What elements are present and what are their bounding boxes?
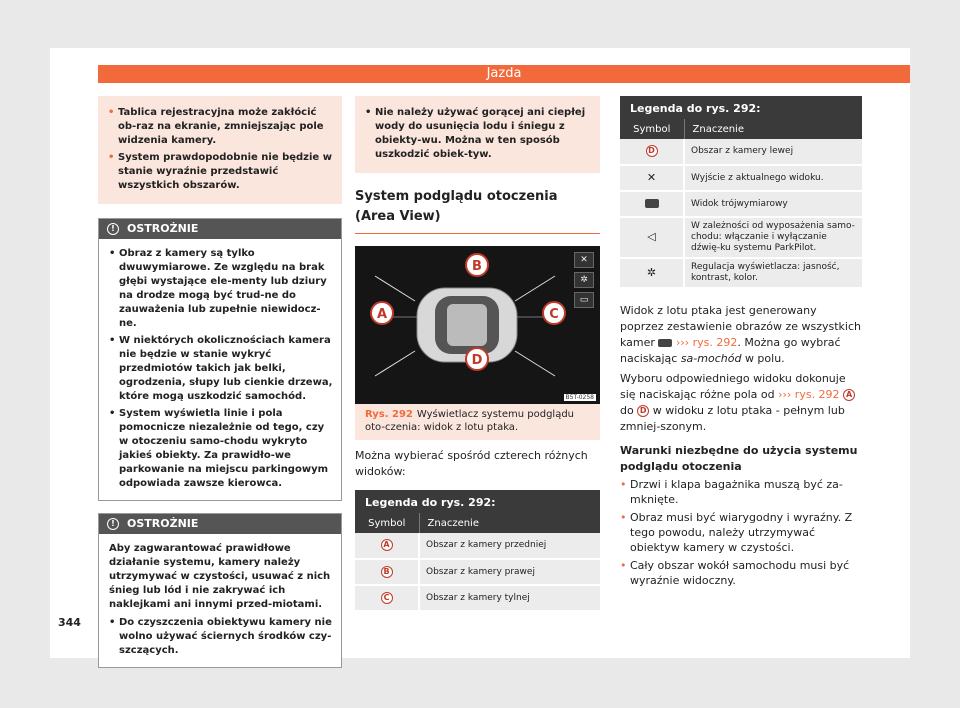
area-view-illustration bbox=[355, 246, 600, 404]
table-row: B Obszar z kamery prawej bbox=[355, 559, 600, 585]
table-row: ✕ Wyjście z aktualnego widoku. bbox=[620, 165, 862, 191]
table-row: ◁ W zależności od wyposażenia samo-chodu: włączanie i wyłączanie dźwię-ku systemu ParkPilot. bbox=[620, 217, 862, 258]
figure-link[interactable]: ››› rys. 292 bbox=[778, 388, 840, 401]
caution-box-2 bbox=[98, 513, 342, 668]
col-header-meaning: Znaczenie bbox=[419, 513, 600, 533]
warning-icon: ! bbox=[107, 223, 119, 235]
svg-text:D: D bbox=[471, 353, 483, 368]
table-row: ✲ Regulacja wyświetlacza: jasność, kontrast, kolor. bbox=[620, 258, 862, 288]
warning-bullet: • Nie należy używać gorącej ani ciepłej wody do usunięcia lodu i śniegu z obiekty-wu. Można w ten sposób uszkodzić obiek-tyw. bbox=[365, 107, 586, 160]
col-header-meaning: Znaczenie bbox=[684, 119, 862, 139]
column-left bbox=[98, 96, 342, 668]
caution-item: • System wyświetla linie i pola pomocnicze niezależnie od tego, czy w otoczeniu samo-chodu wykryto jakieś obiekty. Za prawidło-we parkowanie na miejscu parkingowym odpowiada zawsze kierowca. bbox=[109, 408, 329, 489]
legend-title: Legenda do rys. 292: bbox=[355, 490, 600, 513]
circle-letter-icon: B bbox=[381, 566, 393, 578]
close-icon: ✕ bbox=[646, 170, 657, 184]
warning-bullet: • Tablica rejestracyjna może zakłócić ob-raz na ekranie, zmniejszając pole widzenia kamery. bbox=[108, 107, 324, 146]
sound-icon: ◁ bbox=[647, 230, 656, 243]
manual-page bbox=[50, 48, 910, 658]
zone-label-d bbox=[466, 348, 488, 370]
3d-view-icon: ▭ bbox=[574, 292, 594, 308]
warning-box bbox=[355, 96, 600, 173]
warning-icon: ! bbox=[107, 518, 119, 530]
caution-item: • Do czyszczenia obiektywu kamery nie wolno używać ściernych środków czy-szczących. bbox=[109, 617, 332, 656]
column-right bbox=[620, 96, 862, 591]
condition-item: • Cały obszar wokół samochodu musi być wyraźnie widoczny. bbox=[620, 559, 850, 587]
caution-header: ! OSTROŻNIE bbox=[99, 514, 341, 534]
intro-paragraph: Można wybierać spośród czterech różnych widoków: bbox=[355, 449, 588, 478]
legend-title: Legenda do rys. 292: bbox=[620, 96, 862, 119]
close-icon: ✕ bbox=[574, 252, 594, 268]
circle-letter-icon: A bbox=[381, 539, 393, 551]
caution-box bbox=[98, 218, 342, 501]
condition-item: • Obraz musi być wiarygodny i wyraźny. Z tego powodu, należy utrzymywać obiektyw kamery w czystości. bbox=[620, 511, 853, 554]
col-header-symbol: Symbol bbox=[620, 119, 684, 139]
table-row: Widok trójwymiarowy bbox=[620, 191, 862, 217]
caution-item: • Obraz z kamery są tylko dwuwymiarowe. Ze względu na brak głębi wystające ele-menty lub dziury na drodze mogą być trud-ne do zauważenia lub zupełnie niewidocz-ne. bbox=[109, 248, 327, 329]
warning-bullet: • System prawdopodobnie nie będzie w stanie wyraźnie przedstawić wszystkich obszarów. bbox=[108, 152, 332, 191]
svg-text:C: C bbox=[549, 307, 559, 322]
brightness-icon: ✲ bbox=[646, 265, 657, 279]
circle-letter-icon: C bbox=[381, 592, 393, 604]
car-icon bbox=[417, 288, 517, 362]
caution-item: • W niektórych okolicznościach kamera nie będzie w stanie wykryć przedmiotów takich jak belki, ogrodzenia, słupy lub cienkie drzewa, które mogą uszkodzić samochód. bbox=[109, 335, 333, 402]
circle-letter-icon: D bbox=[637, 405, 649, 417]
legend-table-2 bbox=[620, 96, 862, 289]
paragraph-view-select: Wyboru odpowiedniego widoku dokonuje się naciskając różne pola od ››› rys. 292 A do D w widoku z lotu ptaka - pełnym lub zmniej-szonym. bbox=[620, 371, 862, 435]
caution-intro: Aby zagwarantować prawidłowe działanie systemu, kamery należy utrzymywać w czystości, usuwać z nich śnieg lub lód i nie zakrywać ich naklejkami ani innymi przed-miotami. bbox=[109, 543, 331, 610]
zone-label-a bbox=[371, 302, 393, 324]
figure-id: B5T-0258 bbox=[565, 394, 594, 401]
table-row: D Obszar z kamery lewej bbox=[620, 139, 862, 165]
table-row: A Obszar z kamery przedniej bbox=[355, 533, 600, 559]
section-title: System podglądu otoczenia (Area View) bbox=[355, 187, 600, 234]
table-row: C Obszar z kamery tylnej bbox=[355, 585, 600, 611]
page-number: 344 bbox=[58, 616, 81, 629]
svg-text:B: B bbox=[472, 259, 482, 274]
zone-label-c bbox=[543, 302, 565, 324]
col-header-symbol: Symbol bbox=[355, 513, 419, 533]
column-middle bbox=[355, 96, 600, 612]
circle-letter-icon: D bbox=[646, 145, 658, 157]
svg-text:A: A bbox=[376, 307, 388, 322]
zone-label-b bbox=[466, 254, 488, 276]
legend-table-1 bbox=[355, 490, 600, 612]
page-header: Jazda bbox=[98, 65, 910, 83]
figure-caption: Rys. 292 Wyświetlacz systemu podglądu oto-czenia: widok z lotu ptaka. bbox=[355, 404, 600, 440]
condition-item: • Drzwi i klapa bagażnika muszą być za-mknięte. bbox=[620, 478, 843, 506]
caution-header: ! OSTROŻNIE bbox=[99, 219, 341, 239]
paragraph-bird-view: Widok z lotu ptaka jest generowany poprzez zestawienie obrazów ze wszystkich kamer ››› rys. 292. Można go wybrać naciskając sa-mochód w polu. bbox=[620, 304, 861, 365]
circle-letter-icon: A bbox=[843, 389, 855, 401]
brightness-icon: ✲ bbox=[574, 272, 594, 288]
area-view-figure bbox=[355, 246, 600, 404]
warning-box bbox=[98, 96, 342, 204]
3d-view-icon bbox=[645, 199, 659, 208]
conditions-title: Warunki niezbędne do użycia systemu podglądu otoczenia bbox=[620, 444, 858, 473]
figure-link[interactable]: ››› rys. 292 bbox=[675, 336, 738, 349]
car-view-icon bbox=[658, 339, 672, 347]
